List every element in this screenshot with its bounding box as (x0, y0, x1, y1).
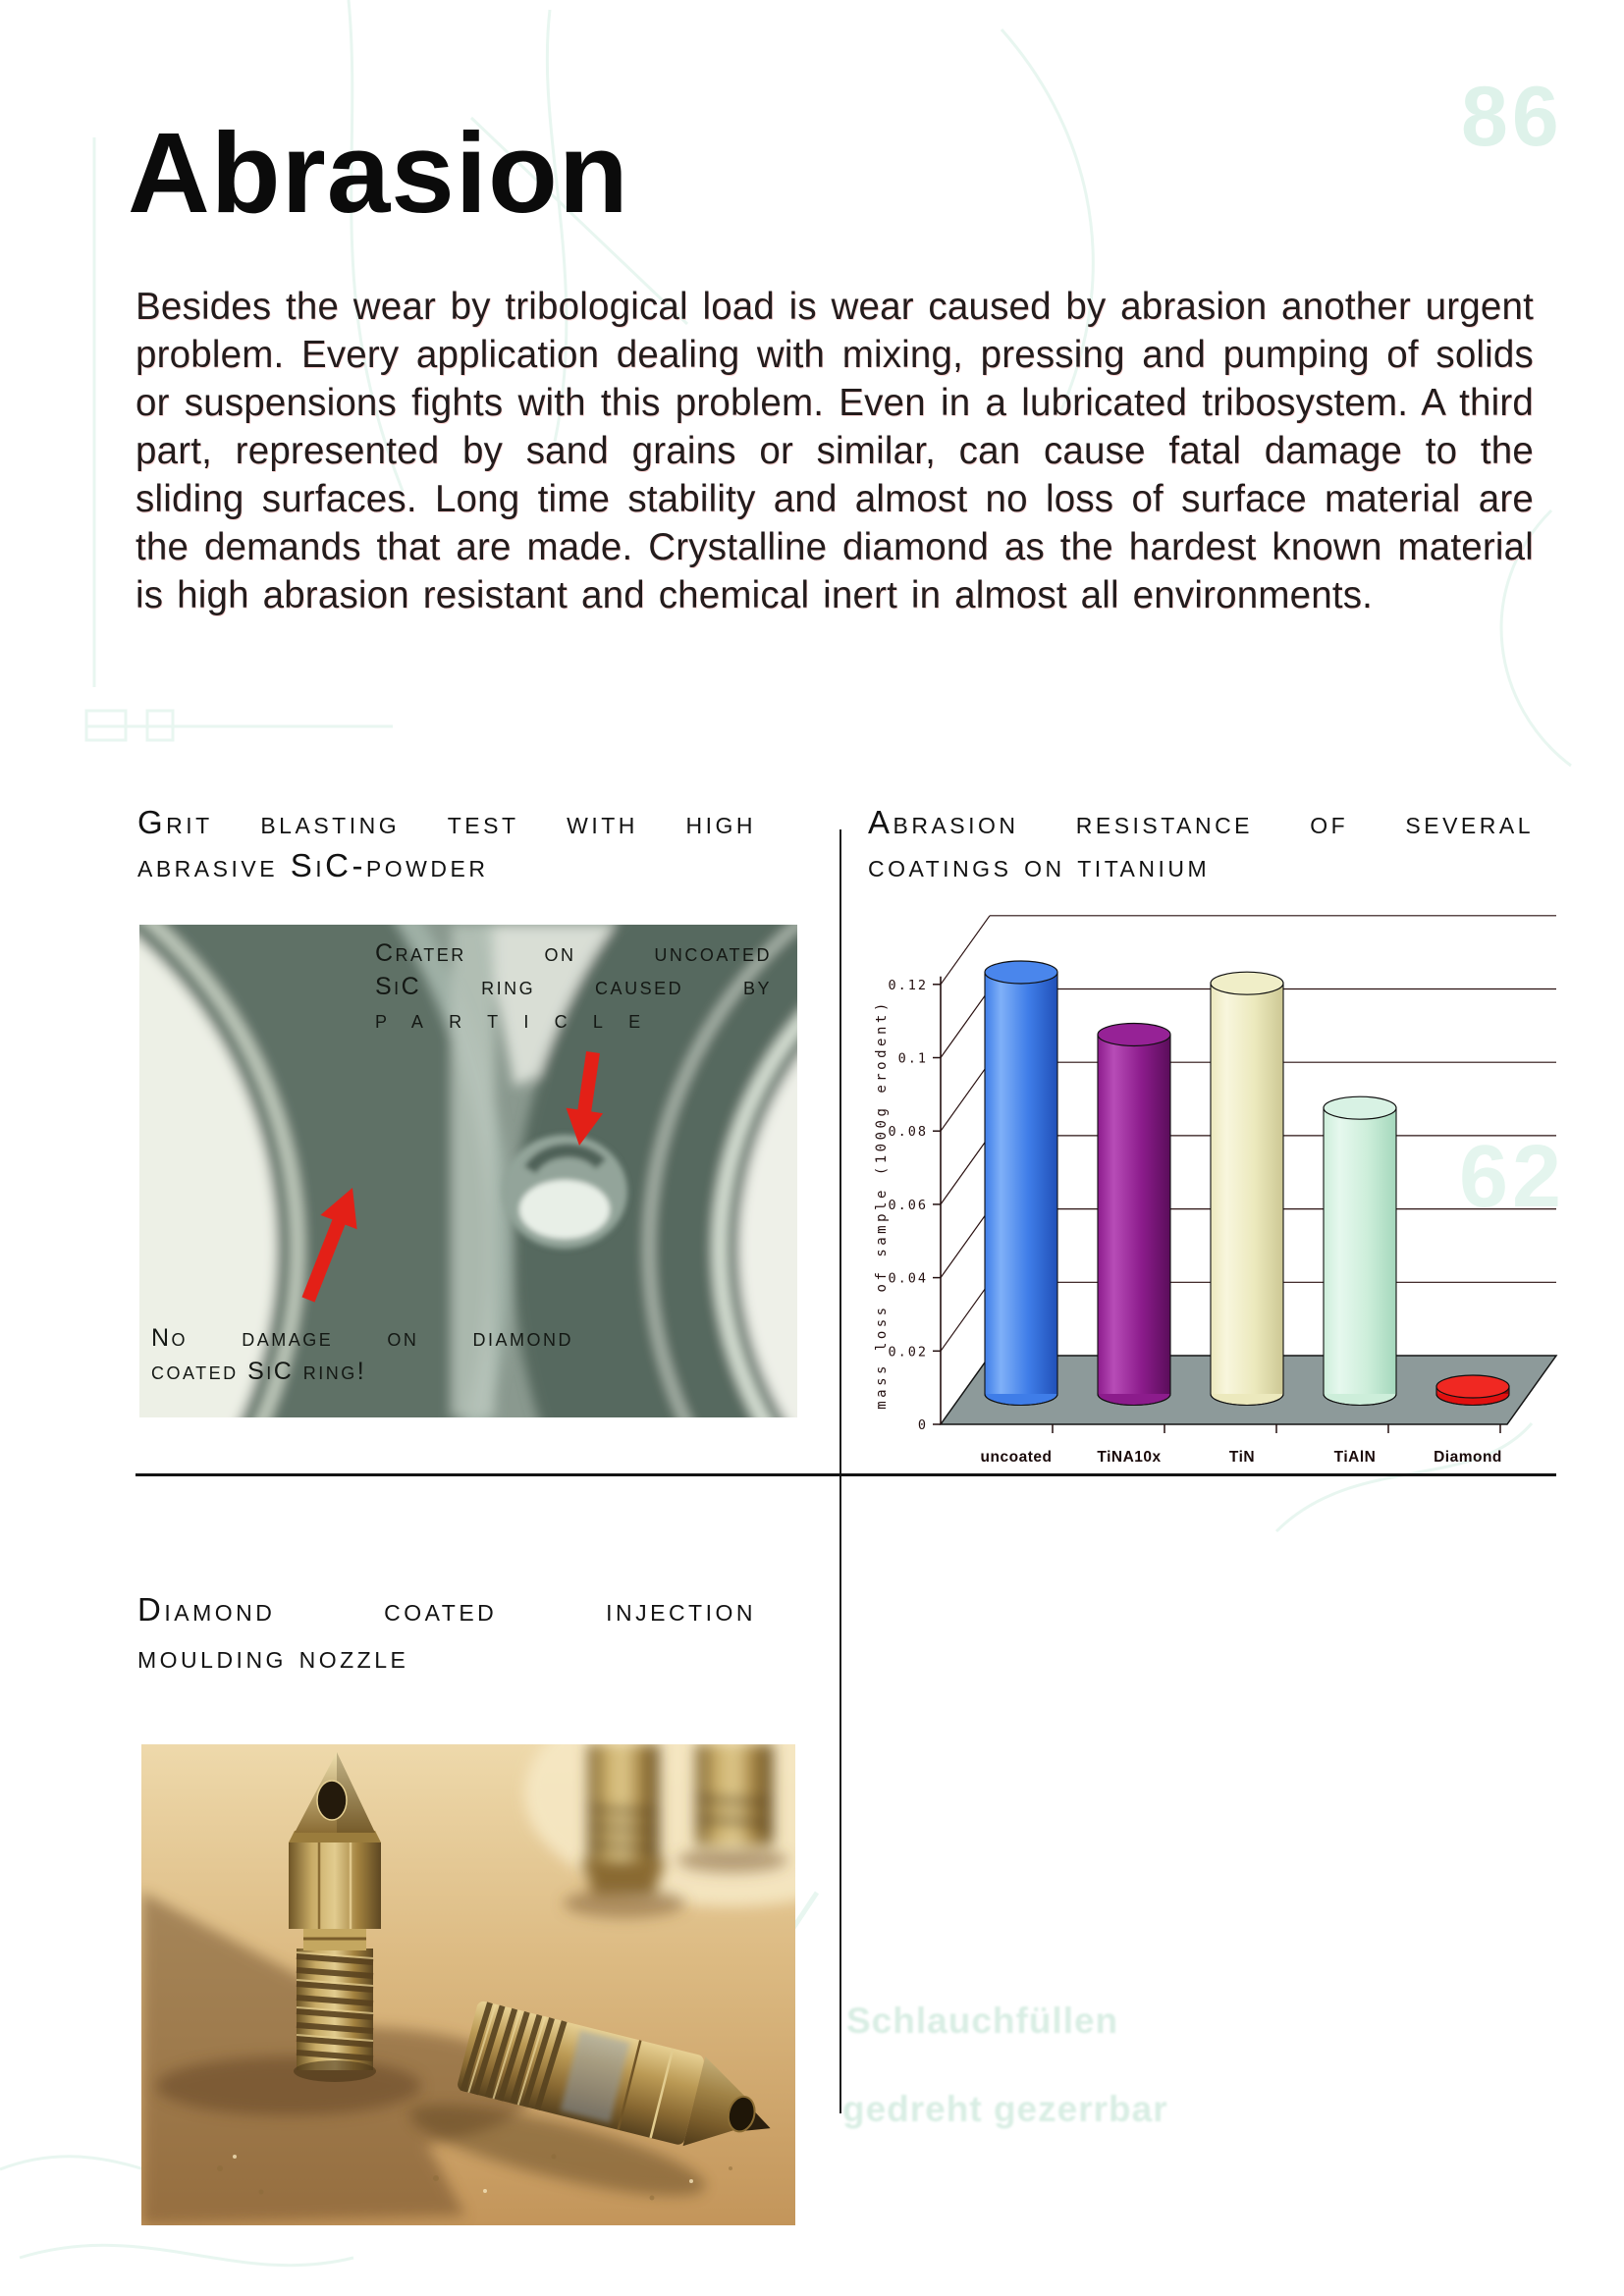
heading-line: Diamond coated injection (137, 1591, 756, 1628)
svg-text:0.04: 0.04 (888, 1270, 928, 1287)
abrasion-chart-svg (856, 908, 1566, 1468)
ghost-text-line2: gedreht gezerrbar (842, 2089, 1168, 2129)
annotation-line: SiC ring caused by (375, 973, 772, 1000)
svg-text:0.02: 0.02 (888, 1344, 928, 1361)
ghost-page-number-top: 86 (1461, 70, 1563, 164)
y-axis-label: mass loss of sample (1000g erodent) (874, 999, 890, 1410)
svg-text:0.1: 0.1 (897, 1050, 928, 1067)
svg-text:0.08: 0.08 (888, 1124, 928, 1141)
annotation-no-damage (151, 1321, 573, 1388)
svg-text:0.12: 0.12 (888, 977, 928, 993)
ghost-page-number-middle: 62 (1459, 1128, 1566, 1226)
heading-line: Abrasion resistance of several (868, 804, 1534, 840)
bar-TiN (1211, 972, 1283, 1405)
category-label: Diamond (1434, 1449, 1502, 1466)
section-heading-grit-blasting (137, 801, 756, 887)
bar-TiNA10x (1098, 1023, 1170, 1405)
page-title: Abrasion (128, 109, 629, 237)
section-heading-nozzle (137, 1586, 756, 1681)
intro-paragraph: Besides the wear by tribological load is wear caused by abrasion another urgent problem. Every application dealing with mixing, pressing and pumping of solids or suspensions fights with this problem. Even in a lubricated tribosystem. A third part, represented by sand grains or similar, can cause fatal damage to the sliding surfaces. Long time stability and almost no loss of surface material are the demands that are made. Crystalline diamond as the hardest known material is high abrasion resistant and chemical inert in almost all environments. (135, 286, 1534, 616)
ghost-text-line1: Schlauchfüllen (846, 2001, 1119, 2041)
injection-nozzles-image (141, 1744, 795, 2225)
heading-line: abrasive SiC-powder (137, 847, 489, 883)
svg-text:0.06: 0.06 (888, 1197, 928, 1213)
annotation-crater (375, 936, 772, 1037)
annotation-line: No damage on diamond (151, 1324, 573, 1352)
category-label: TiAlN (1333, 1449, 1377, 1466)
nozzle-tip-hole (317, 1781, 347, 1820)
heading-line: Grit blasting test with high (137, 804, 756, 840)
heading-line: coatings on titanium (868, 847, 1211, 883)
annotation-line: coated SiC ring! (151, 1358, 367, 1385)
annotation-line: particle (375, 1006, 667, 1034)
section-heading-abrasion-resistance (868, 801, 1534, 887)
bar-uncoated (985, 961, 1057, 1406)
bar-TiAlN (1324, 1096, 1396, 1405)
annotation-line: Crater on uncoated (375, 939, 772, 967)
heading-line: moulding nozzle (137, 1638, 409, 1675)
category-label: TiN (1228, 1449, 1256, 1466)
abrasion-chart (856, 908, 1566, 1468)
nozzle-photo (141, 1744, 795, 2225)
horizontal-divider (135, 1473, 1556, 1476)
svg-text:0: 0 (917, 1417, 928, 1433)
bar-Diamond (1436, 1375, 1509, 1405)
grit-blasting-photo (139, 925, 797, 1417)
vertical-divider (839, 829, 841, 2113)
category-label: uncoated (980, 1449, 1053, 1466)
crater-spot (502, 1135, 627, 1249)
category-label: TiNA10x (1097, 1449, 1162, 1466)
